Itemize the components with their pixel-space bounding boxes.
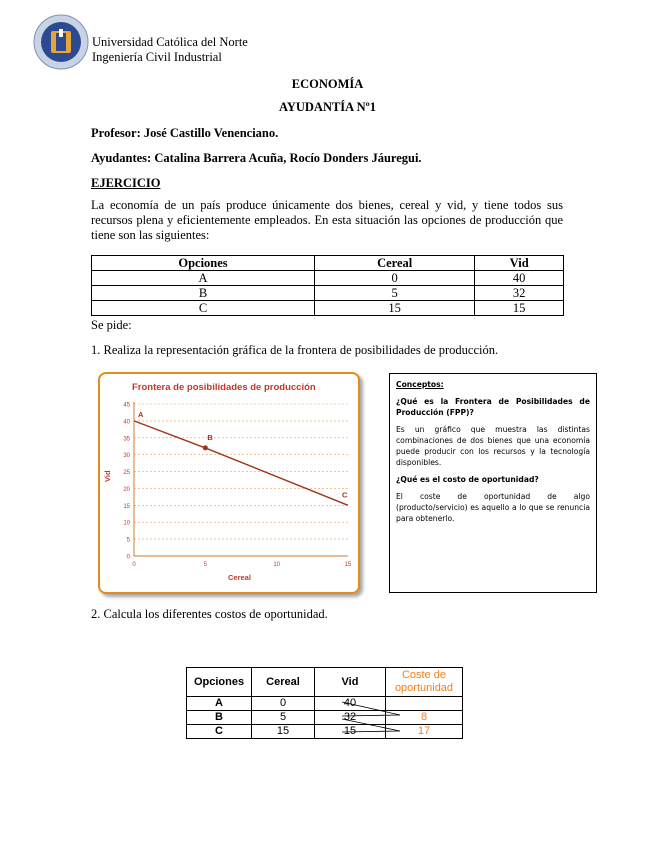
university-name-block xyxy=(92,35,248,65)
table-cell: 17 xyxy=(386,725,463,739)
production-options-table xyxy=(91,255,564,316)
concept-answer-ppf: Es un gráfico que muestra las distintas combinaciones de dos bienes que una economía puede producir con los recursos y la tecnología disponibles. xyxy=(396,425,590,467)
university-name: Universidad Católica del Norte xyxy=(92,35,248,49)
table-header: Opciones xyxy=(92,256,315,271)
concept-answer-opportunity: El coste de oportunidad de algo (producto/servicio) es aquello a lo que se renuncia para obtenerlo. xyxy=(396,492,590,523)
table-cell: 0 xyxy=(252,697,315,711)
question-2: 2. Calcula los diferentes costos de oportunidad. xyxy=(91,607,328,621)
opportunity-cost-arrows xyxy=(340,695,440,740)
table-cell: 32 xyxy=(315,711,386,725)
table-header-opportunity-cost: Coste de oportunidad xyxy=(386,668,463,697)
table-header: Vid xyxy=(315,668,386,697)
table-cell: 40 xyxy=(475,271,564,286)
x-tick-label: 10 xyxy=(273,562,281,568)
table-cell: 40 xyxy=(315,697,386,711)
ppf-chart-frame xyxy=(98,372,360,594)
ppf-series-line xyxy=(134,421,348,505)
exercise-heading: EJERCICIO xyxy=(91,176,161,190)
table-cell: B xyxy=(92,286,315,301)
table-cell: 32 xyxy=(475,286,564,301)
table-cell: A xyxy=(187,697,252,711)
concept-question-opportunity: ¿Qué es el costo de oportunidad? xyxy=(396,475,539,484)
concept-question-ppf: ¿Qué es la Frontera de Posibilidades de Producción (FPP)? xyxy=(396,397,590,417)
assistants-line: Ayudantes: Catalina Barrera Acuña, Rocío Donders Jáuregui. xyxy=(91,151,422,165)
y-tick-label: 20 xyxy=(123,486,130,493)
table-cell: 15 xyxy=(315,725,386,739)
table-cell: 15 xyxy=(252,725,315,739)
x-axis-ticks xyxy=(132,562,352,568)
table-row xyxy=(92,301,564,316)
x-tick-label: 5 xyxy=(203,562,208,568)
point-label: C xyxy=(342,490,348,500)
document-subtitle: AYUDANTÍA Nº1 xyxy=(278,100,377,114)
table-cell: 15 xyxy=(315,301,475,316)
professor-line: Profesor: José Castillo Venenciano. xyxy=(91,126,279,140)
y-tick-label: 5 xyxy=(126,537,130,544)
y-axis-label: Vid xyxy=(103,470,112,482)
table-header: Cereal xyxy=(252,668,315,697)
table-row xyxy=(92,271,564,286)
y-tick-label: 0 xyxy=(126,554,130,561)
concepts-box xyxy=(389,373,597,593)
document-title: ECONOMÍA xyxy=(291,77,364,91)
y-tick-label: 25 xyxy=(123,470,130,477)
y-tick-label: 15 xyxy=(123,503,130,510)
y-tick-label: 30 xyxy=(123,453,130,460)
table-cell: B xyxy=(187,711,252,725)
y-tick-label: 35 xyxy=(123,436,130,443)
table-cell: 5 xyxy=(315,286,475,301)
y-axis-ticks xyxy=(123,403,130,561)
data-point xyxy=(203,445,208,450)
table-cell: 8 xyxy=(386,711,463,725)
department-name: Ingeniería Civil Industrial xyxy=(92,50,222,64)
point-label: A xyxy=(138,409,144,419)
table-header: Vid xyxy=(475,256,564,271)
x-axis-label: Cereal xyxy=(228,573,251,582)
question-1: 1. Realiza la representación gráfica de la frontera de posibilidades de producción. xyxy=(91,343,499,357)
x-tick-label: 15 xyxy=(344,562,352,568)
table-cell: A xyxy=(92,271,315,286)
table-cell: C xyxy=(187,725,252,739)
concepts-heading: Conceptos: xyxy=(396,380,444,389)
table-header: Cereal xyxy=(315,256,475,271)
y-tick-label: 40 xyxy=(123,419,130,426)
table-cell: 0 xyxy=(315,271,475,286)
se-pide-label: Se pide: xyxy=(91,318,132,332)
table-cell: 15 xyxy=(475,301,564,316)
point-label: B xyxy=(207,432,213,442)
intro-paragraph: La economía de un país produce únicamente dos bienes, cereal y vid, y tiene todos sus recursos plena y eficientemente empleados. En esta situación las opciones de producción que tiene son las siguientes: xyxy=(91,198,563,242)
table-header: Opciones xyxy=(187,668,252,697)
table-cell: C xyxy=(92,301,315,316)
chart-grid xyxy=(134,404,348,539)
university-seal-icon xyxy=(33,14,89,70)
x-tick-label: 0 xyxy=(132,562,136,568)
chart-title: Frontera de posibilidades de producción xyxy=(132,382,316,393)
table-cell: 5 xyxy=(252,711,315,725)
ppf-chart xyxy=(100,374,358,592)
y-tick-label: 45 xyxy=(123,402,130,409)
table-row xyxy=(92,286,564,301)
y-tick-label: 10 xyxy=(123,520,130,527)
